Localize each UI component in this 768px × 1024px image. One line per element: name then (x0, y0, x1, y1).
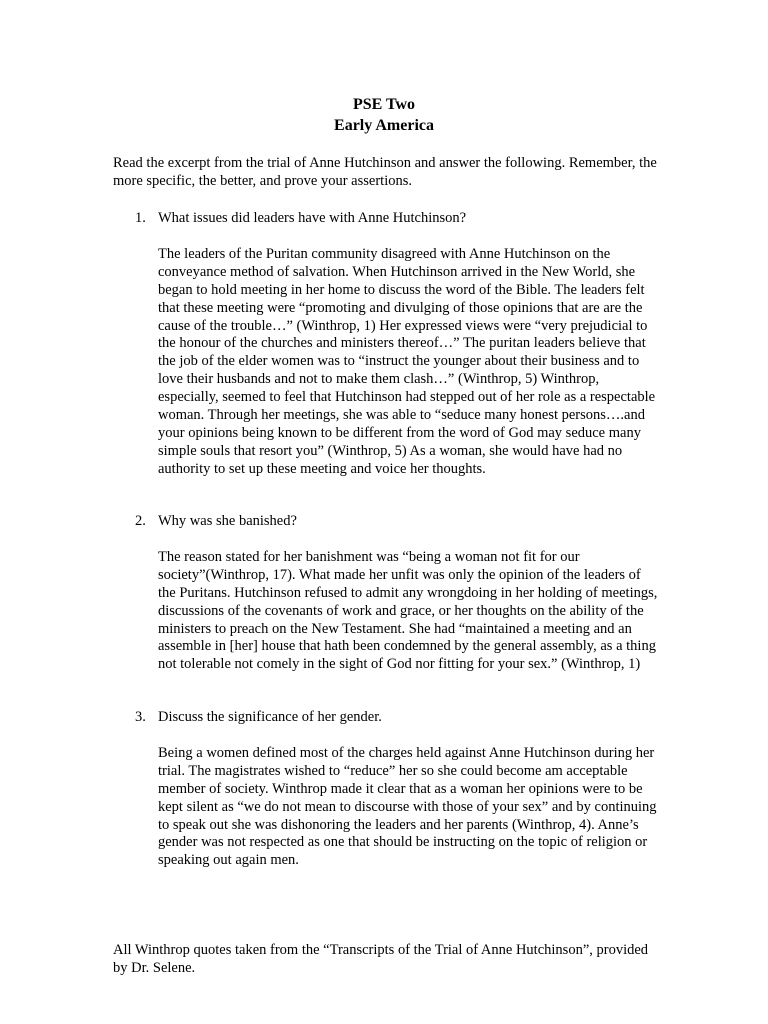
question-2 (113, 513, 693, 674)
question-1-answer-text: The leaders of the Puritan community disagreed with Anne Hutchinson on the conveyance method of salvation. When Hutchinson arrived in the New World, she began to hold meeting in her home to discuss the word of the Bible. The leaders felt that these meeting were “promoting and divulging of those opinions that are are the cause of the trouble…” (Winthrop, 1) Her expressed views were “very prejudicial to the honour of the churches and ministers thereof…” The puritan leaders believe that the job of the elder women was to “instruct the younger about their business and to love their husbands and not to make them clash…” (Winthrop, 5) Winthrop, especially, seemed to feel that Hutchinson had stepped out of her role as a respectable woman. Through her meetings, she was able to “seduce many honest persons….and your opinions being known to be different from the word of God may seduce many simple souls that resort you” (Winthrop, 5) As a woman, she would have had no authority to set up these meeting and voice her thoughts. (158, 245, 656, 477)
question-1-answer (113, 246, 658, 479)
question-1 (113, 210, 693, 479)
question-3 (113, 709, 693, 870)
question-3-number: 3. (135, 709, 146, 725)
question-2-answer (113, 549, 658, 674)
question-3-answer (113, 745, 658, 870)
question-2-number: 2. (135, 513, 146, 529)
document-title (0, 94, 768, 136)
question-1-prompt (113, 210, 693, 228)
instructions-text: Read the excerpt from the trial of Anne Hutchinson and answer the following. Remember, the more specific, the better, and prove your assertions. (113, 155, 657, 189)
question-2-prompt (113, 513, 693, 531)
instructions (113, 155, 673, 191)
question-1-number: 1. (135, 210, 146, 226)
title-line-2: Early America (334, 117, 434, 134)
footnote (113, 942, 653, 978)
title-line-1: PSE Two (352, 96, 416, 113)
question-1-text: What issues did leaders have with Anne Hutchinson? (158, 210, 467, 226)
question-2-answer-text: The reason stated for her banishment was “being a woman not fit for our society”(Winthrop, 17). What made her unfit was only the opinion of the leaders of the Puritans. Hutchinson refused to admit any wrongdoing in her holding of meetings, discussions of the covenants of work and grace, or her thoughts on the ability of the ministers to preach on the New Testament. She had “maintained a meeting and an assemble in [her] house that hath been condemned by the general assembly, as a thing not tolerable not comely in the sight of God nor fitting for your sex.” (Winthrop, 1) (158, 548, 658, 673)
question-2-text: Why was she banished? (158, 513, 297, 529)
question-3-text: Discuss the significance of her gender. (158, 709, 382, 725)
footnote-text: All Winthrop quotes taken from the “Transcripts of the Trial of Anne Hutchinson”, provided by Dr. Selene. (113, 942, 649, 976)
question-3-answer-text: Being a women defined most of the charges held against Anne Hutchinson during her trial. The magistrates wished to “reduce” her so she could become am acceptable member of society. Winthrop made it clear that as a woman her opinions were to be kept silent as “we do not mean to discourse with those of your sex” and by continuing to speak out she was dishonoring the leaders and her parents (Winthrop, 4). Anne’s gender was not respected as one that should be instructing on the topic of religion or speaking out again men. (158, 744, 657, 869)
question-3-prompt (113, 709, 693, 727)
